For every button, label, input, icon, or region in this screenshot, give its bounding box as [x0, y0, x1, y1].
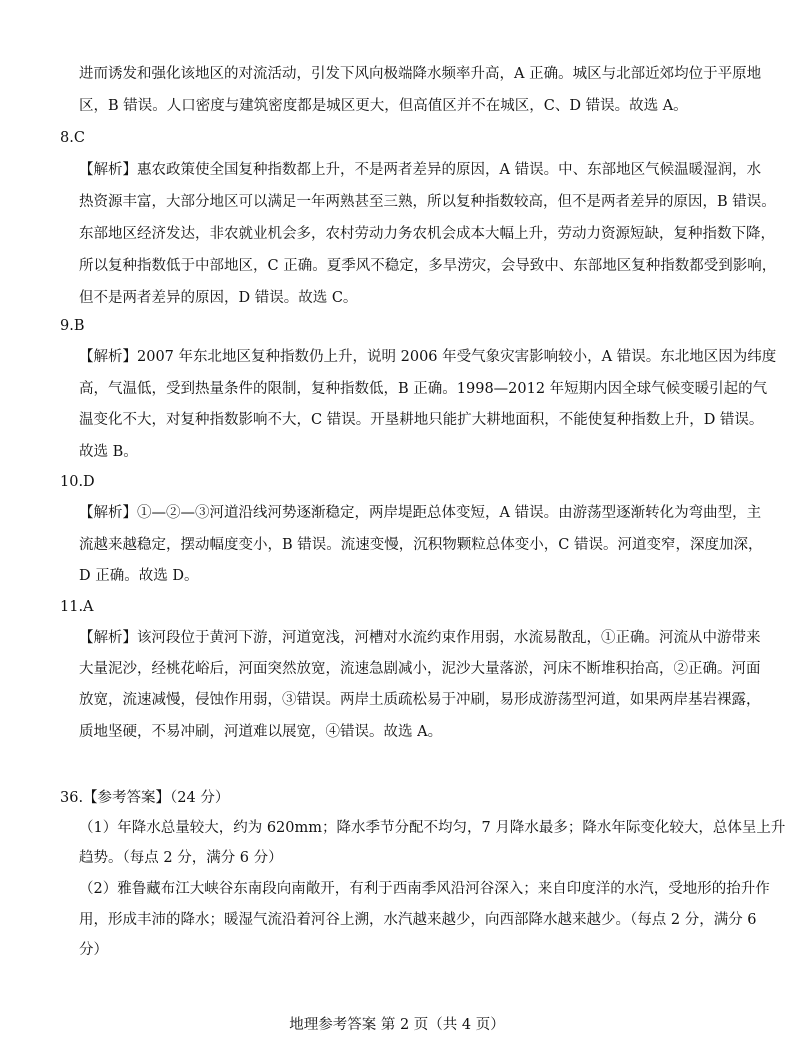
text-line: D 正确。故选 D。 — [79, 568, 199, 584]
text-line: 高，气温低，受到热量条件的限制，复种指数低，B 正确。1998—2012 年短期内因全球气候变暖引起的气 — [79, 381, 768, 397]
text-line: 【解析】该河段位于黄河下游，河道宽浅，河槽对水流约束作用弱，水流易散乱，①正确。河流从中游带来 — [79, 630, 761, 646]
text-line: 大量泥沙，经桃花峪后，河面突然放宽，流速急剧减小，泥沙大量落淤，河床不断堆积抬高，②正确。河面 — [79, 661, 761, 677]
question-number: 11.A — [60, 599, 94, 615]
text-line: 趋势。（每点 2 分，满分 6 分） — [79, 850, 283, 866]
text-line: 质地坚硬，不易冲刷，河道难以展宽，④错误。故选 A。 — [79, 724, 443, 740]
text-line: 流越来越稳定，摆动幅度变小，B 错误。流速变慢，沉积物颗粒总体变小，C 错误。河道变窄，深度加深， — [79, 537, 763, 553]
text-line: （1）年降水总量较大，约为 620mm；降水季节分配不均匀，7 月降水最多；降水年际变化较大，总体呈上升 — [79, 820, 786, 836]
text-line: 【解析】2007 年东北地区复种指数仍上升，说明 2006 年受气象灾害影响较小，A 错误。东北地区因为纬度 — [79, 349, 777, 365]
text-line: 但不是两者差异的原因，D 错误。故选 C。 — [79, 290, 358, 306]
text-line: 【解析】惠农政策使全国复种指数都上升，不是两者差异的原因，A 错误。中、东部地区气候温暖湿润，水 — [79, 162, 762, 178]
question-number: 9.B — [60, 318, 85, 334]
text-line: （2）雅鲁藏布江大峡谷东南段向南敞开，有利于西南季风沿河谷深入；来自印度洋的水汽，受地形的抬升作 — [79, 881, 770, 897]
section-heading: 36.【参考答案】（24 分） — [60, 790, 230, 806]
text-line: 温变化不大，对复种指数影响不大，C 错误。开垦耕地只能扩大耕地面积，不能使复种指数上升，D 错误。 — [79, 412, 764, 428]
text-line: 区，B 错误。人口密度与建筑密度都是城区更大，但高值区并不在城区，C、D 错误。故选 A。 — [79, 98, 688, 114]
text-line: 故选 B。 — [79, 444, 138, 460]
text-line: 所以复种指数低于中部地区，C 正确。夏季风不稳定，多旱涝灾，会导致中、东部地区复种指数都受到影响， — [79, 258, 777, 274]
text-line: 用，形成丰沛的降水；暖湿气流沿着河谷上溯，水汽越来越少，向西部降水越来越少。（每点 2 分，满分 6 — [79, 912, 757, 928]
text-line: 分） — [79, 942, 108, 958]
question-number: 10.D — [60, 474, 95, 490]
text-line: 进而诱发和强化该地区的对流活动，引发下风向极端降水频率升高，A 正确。城区与北部近郊均位于平原地 — [79, 66, 762, 82]
page-footer: 地理参考答案 第 2 页（共 4 页） — [289, 1017, 505, 1033]
text-line: 东部地区经济发达，非农就业机会多，农村劳动力务农机会成本大幅上升，劳动力资源短缺，复种指数下降， — [79, 226, 775, 242]
text-line: 【解析】①—②—③河道沿线河势逐渐稳定，两岸堤距总体变短，A 错误。由游荡型逐渐转化为弯曲型，主 — [79, 505, 762, 521]
text-line: 放宽，流速减慢，侵蚀作用弱，③错误。两岸土质疏松易于冲刷，易形成游荡型河道，如果两岸基岩裸露， — [79, 692, 761, 708]
text-line: 热资源丰富，大部分地区可以满足一年两熟甚至三熟，所以复种指数较高，但不是两者差异的原因，B 错误。 — [79, 194, 776, 210]
question-number: 8.C — [60, 130, 85, 146]
